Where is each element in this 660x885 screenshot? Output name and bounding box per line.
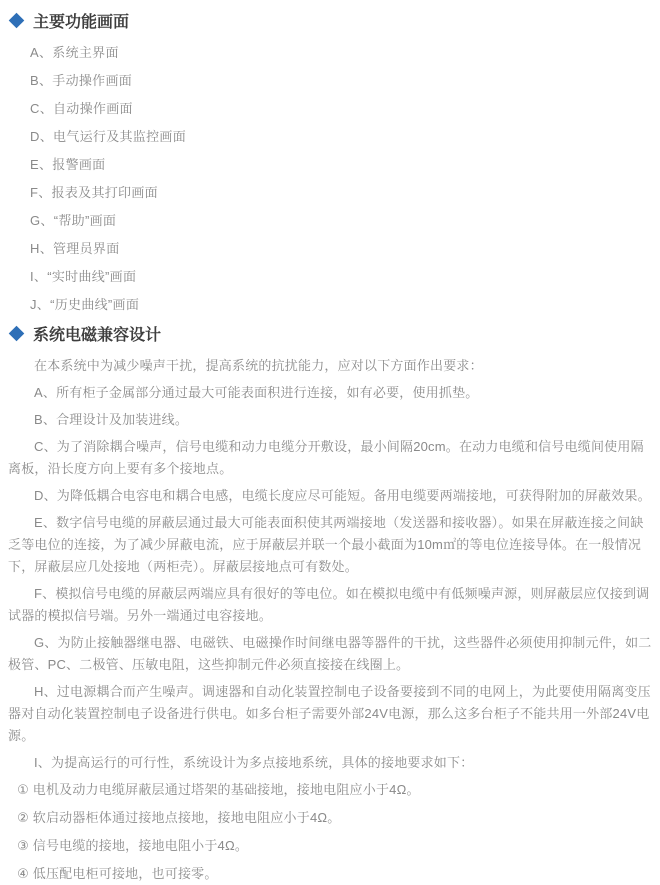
section-title-text: 系统电磁兼容设计 [33,327,162,344]
grounding-requirement: ③ 信号电缆的接地，接地电阻小于4Ω。 [17,838,249,853]
list-item: J、“历史曲线”画面 [30,297,140,312]
diamond-icon [9,13,25,29]
paragraph: F、模拟信号电缆的屏蔽层两端应具有很好的等电位。如在模拟电缆中有低频噪声源，则屏蔽层应仅接到调试器的模拟信号端。另外一端通过电容接地。 [8,586,650,623]
section-emc-design [8,322,652,885]
list-item: I、“实时曲线”画面 [30,269,137,284]
paragraph: I、为提高运行的可行性，系统设计为多点接地系统，具体的接地要求如下： [34,755,474,770]
section-title-text: 主要功能画面 [33,14,130,31]
paragraph: G、为防止接触器继电器、电磁铁、电磁操作时间继电器等器件的干扰，这些器件必须使用抑制元件，如二极管、PC、二极管、压敏电阻，这些抑制元件必须直接接在线圈上。 [8,635,652,672]
list-item: C、自动操作画面 [30,101,133,116]
paragraph: H、过电源耦合而产生噪声。调速器和自动化装置控制电子设备要接到不同的电网上，为此要使用隔离变压器对自动化装置控制电子设备进行供电。如多台柜子需要外部24V电源，那么这多台柜子不能共用一外部24V电源。 [8,684,651,743]
paragraph: B、合理设计及加装进线。 [34,412,189,427]
list-item: B、手动操作画面 [30,73,133,88]
list-item: D、电气运行及其监控画面 [30,129,186,144]
list-item: H、管理员界面 [30,241,120,256]
grounding-requirement: ② 软启动器柜体通过接地点接地，接地电阻应小于4Ω。 [17,810,341,825]
paragraph: D、为降低耦合电容电和耦合电感，电缆长度应尽可能短。备用电缆要两端接地，可获得附加的屏蔽效果。 [34,488,651,503]
list-item: E、报警画面 [30,157,106,172]
grounding-requirement: ① 电机及动力电缆屏蔽层通过塔架的基础接地，接地电阻应小于4Ω。 [17,782,420,797]
list-item: F、报表及其打印画面 [30,185,158,200]
section-heading [8,9,652,32]
paragraph: C、为了消除耦合噪声，信号电缆和动力电缆分开敷设，最小间隔20cm。在动力电缆和信号电缆间使用隔离板，沿长度方向上要有多个接地点。 [8,439,644,476]
paragraph: A、所有柜子金属部分通过最大可能表面积进行连接，如有必要，使用抓垫。 [34,385,479,400]
section-heading [8,322,652,345]
list-item: A、系统主界面 [30,45,119,60]
diamond-icon [9,326,25,342]
grounding-requirement: ④ 低压配电柜可接地，也可接零。 [17,866,218,881]
list-item: G、“帮助”画面 [30,213,117,228]
section-main-functions [8,9,652,316]
paragraph: E、数字信号电缆的屏蔽层通过最大可能表面积使其两端接地（发送器和接收器）。如果在屏蔽连接之间缺乏等电位的连接，为了减少屏蔽电流，应于屏蔽层并联一个最小截面为10m㎡的等电位连接导体。在一般情况下，屏蔽层应几处接地（两柜壳）。屏蔽层接地点可有数处。 [8,515,644,574]
function-screen-list [8,42,652,316]
intro-paragraph: 在本系统中为减少噪声干扰，提高系统的抗扰能力，应对以下方面作出要求： [34,358,483,373]
